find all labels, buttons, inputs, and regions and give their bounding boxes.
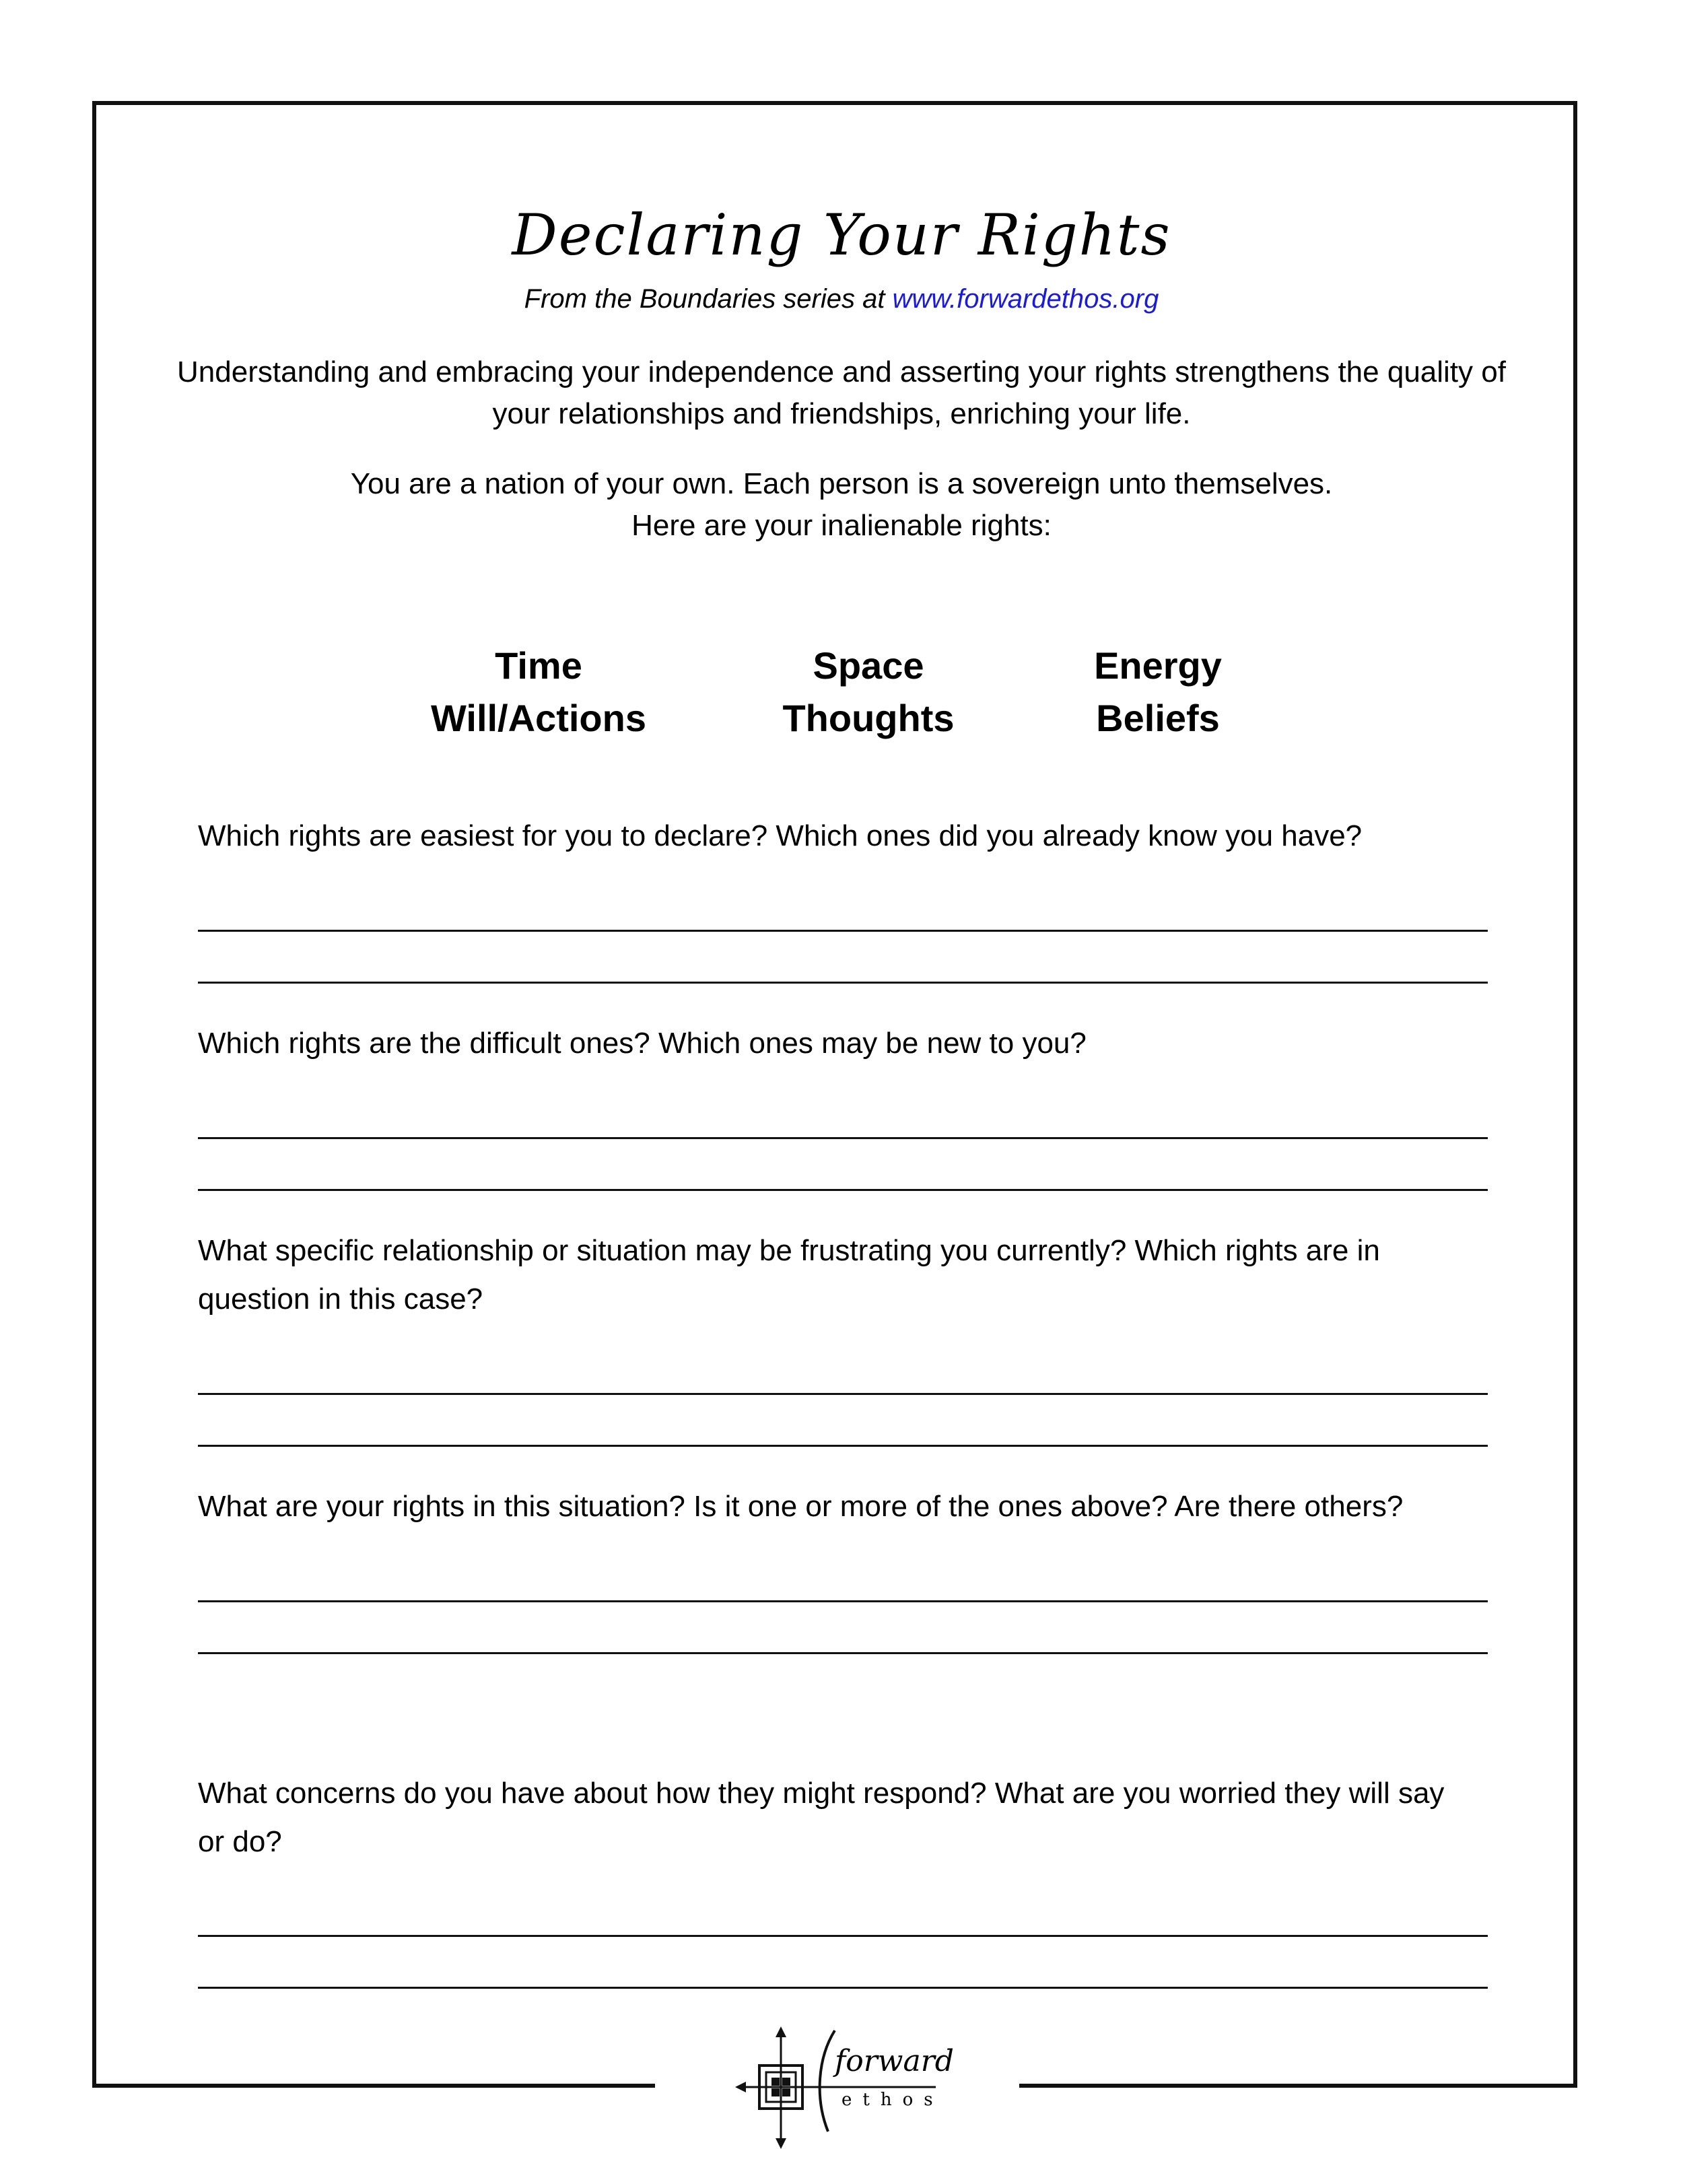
answer-line-2b[interactable] — [198, 1189, 1488, 1191]
question-2: Which rights are the difficult ones? Which ones may be new to you? — [198, 1027, 1087, 1060]
intro-paragraph-2-line-2: Here are your inalienable rights: — [631, 509, 1052, 542]
answer-line-5b[interactable] — [198, 1987, 1488, 1989]
forward-ethos-logo — [734, 2017, 954, 2152]
frame-bottom-right-rule — [1019, 2084, 1577, 2088]
rights-column-1 — [404, 640, 673, 745]
rights-column-2 — [761, 640, 976, 745]
question-5: What concerns do you have about how they might respond? What are you worried they will say or do? — [198, 1777, 1445, 1858]
answer-line-4a[interactable] — [198, 1600, 1488, 1602]
question-4: What are your rights in this situation? Is it one or more of the ones above? Are there others? — [198, 1490, 1404, 1523]
answer-line-5a[interactable] — [198, 1935, 1488, 1937]
website-link[interactable]: www.forwardethos.org — [892, 284, 1159, 314]
right-energy: Energy — [1094, 644, 1222, 687]
right-time: Time — [495, 644, 582, 687]
logo-word-forward: forward — [835, 2044, 954, 2078]
answer-line-1a[interactable] — [198, 930, 1488, 932]
intro-paragraph-2 — [175, 463, 1508, 547]
subtitle-prefix: From the Boundaries series at — [524, 284, 893, 314]
question-3: What specific relationship or situation may be frustrating you currently? Which rights are in question in this case? — [198, 1234, 1380, 1316]
logo-emblem-icon — [734, 2017, 949, 2152]
right-space: Space — [813, 644, 924, 687]
right-will-actions: Will/Actions — [431, 697, 646, 739]
answer-line-2a[interactable] — [198, 1137, 1488, 1139]
answer-line-1b[interactable] — [198, 982, 1488, 984]
question-1: Which rights are easiest for you to declare? Which ones did you already know you have? — [198, 819, 1363, 852]
logo-word-ethos: ethos — [842, 2090, 944, 2110]
subtitle — [0, 284, 1683, 314]
right-thoughts: Thoughts — [782, 697, 955, 739]
frame-bottom-left-rule — [92, 2084, 655, 2088]
rights-column-3 — [1057, 640, 1259, 745]
page-title: Declaring Your Rights — [512, 202, 1171, 268]
right-beliefs: Beliefs — [1096, 697, 1220, 739]
answer-line-3a[interactable] — [198, 1393, 1488, 1395]
intro-paragraph-2-line-1: You are a nation of your own. Each person is a sovereign unto themselves. — [350, 467, 1333, 500]
intro-paragraph-1: Understanding and embracing your independence and asserting your rights strengthens the quality of your relationships and friendships, enriching your life. — [177, 355, 1506, 430]
answer-line-4b[interactable] — [198, 1652, 1488, 1654]
answer-line-3b[interactable] — [198, 1445, 1488, 1447]
